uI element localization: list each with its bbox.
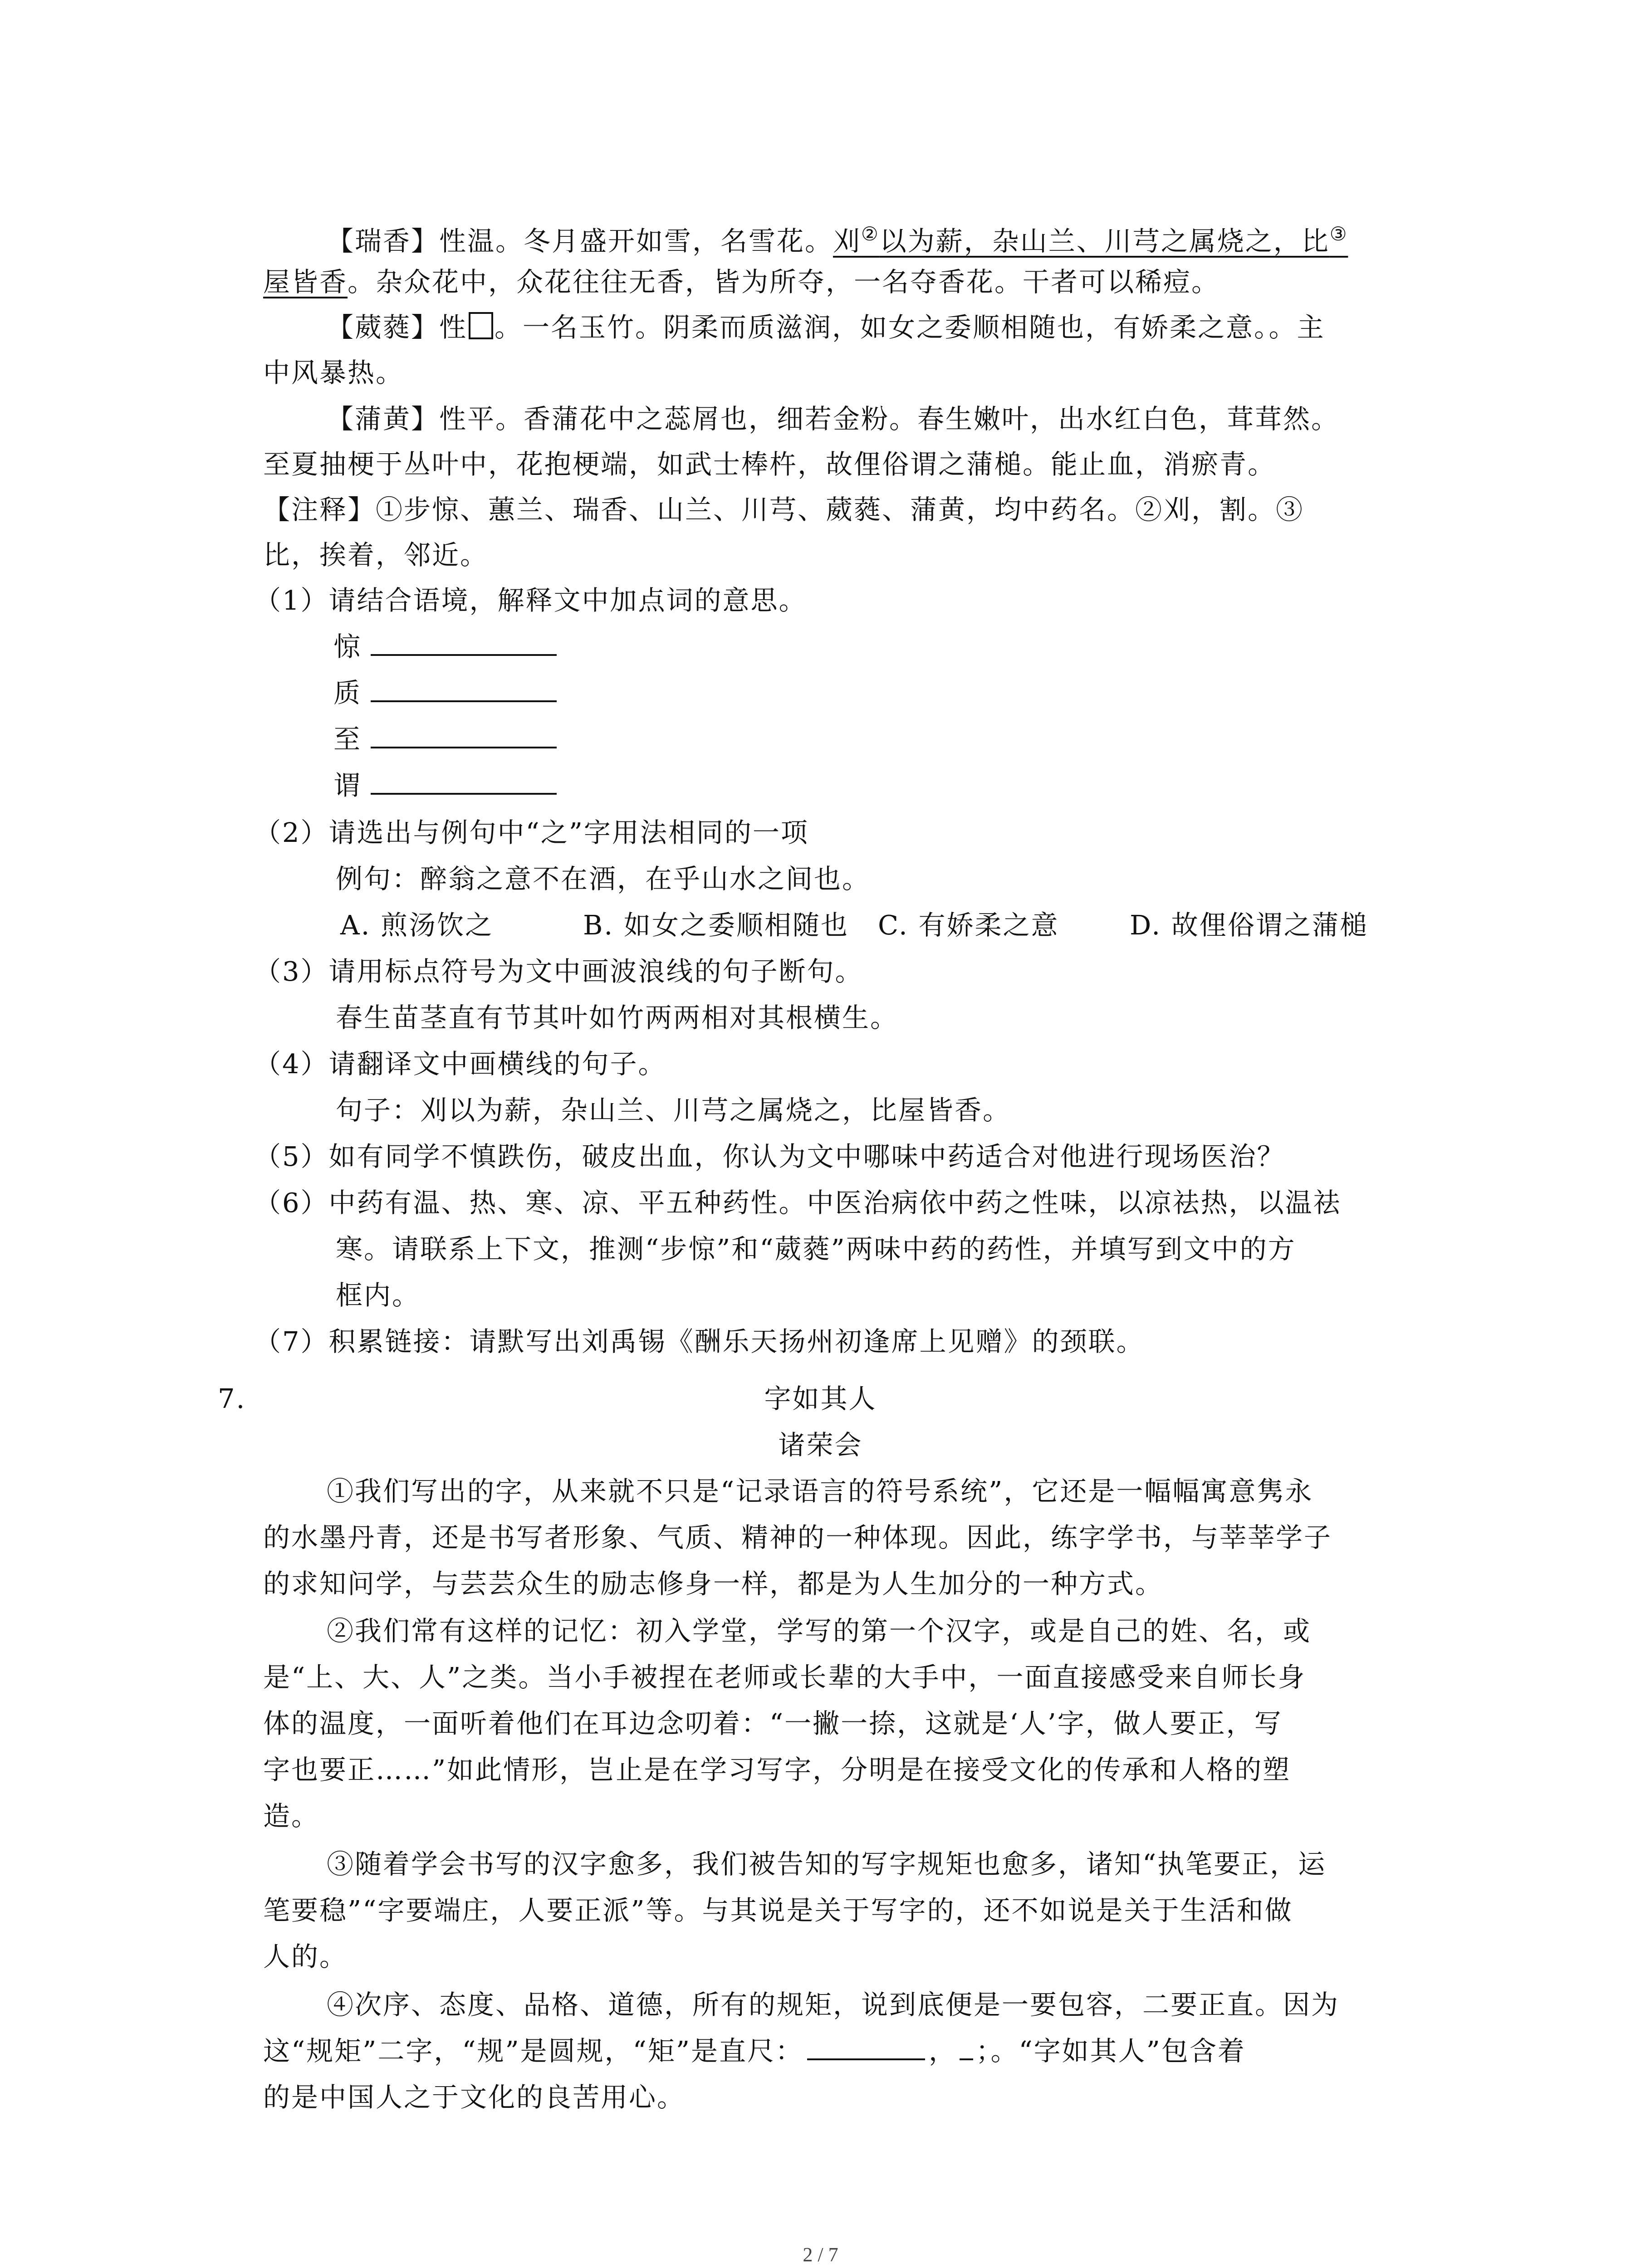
question-1: （1）请结合语境，解释文中加点词的意思。: [254, 585, 807, 616]
puhuang-line-1: 【蒲黄】性平。香蒲花中之蕊屑也，细若金粉。春生嫩叶，出水红白色，茸茸然。: [327, 403, 1340, 435]
passage-author: 诸荣会: [778, 1429, 863, 1461]
note-marker-3: ③: [1329, 223, 1348, 245]
question-4: （4）请翻译文中画横线的句子。: [254, 1048, 666, 1080]
paragraph-1-line-1: ①我们写出的字，从来就不只是“记录语言的符号系统”，它还是一幅幅寓意隽永: [327, 1476, 1313, 1507]
q4-sentence: 句子：刈以为薪，杂山兰、川芎之属烧之，比屋皆香。: [336, 1095, 1011, 1126]
weirui-line-2: 中风暴热。: [263, 357, 404, 388]
underlined-sentence-part-2: 屋皆香: [263, 266, 348, 298]
answer-box[interactable]: [469, 312, 493, 339]
q2-option-a[interactable]: A. 煎汤饮之: [340, 909, 494, 941]
q2-example: 例句：醉翁之意不在酒，在乎山水之间也。: [336, 863, 871, 894]
q3-sentence: 春生苗茎直有节其叶如竹两两相对其根横生。: [336, 1002, 899, 1033]
q2-option-b[interactable]: B. 如女之委顺相随也: [583, 909, 849, 941]
answer-blank[interactable]: [371, 654, 557, 656]
q1-word-2: 质: [333, 675, 557, 711]
paragraph-4-line-3: 的是中国人之于文化的良苦用心。: [263, 2082, 686, 2113]
question-6-line-3: 框内。: [336, 1280, 421, 1311]
paragraph-2-line-2: 是“上、大、人”之类。当小手被捏在老师或长辈的大手中，一面直接感受来自师长身: [263, 1662, 1306, 1693]
fill-in-blank-2[interactable]: [960, 2058, 973, 2060]
paragraph-2-line-3: 体的温度，一面听着他们在耳边念叨着：“一撇一捺，这就是‘人’字，做人要正，写: [263, 1708, 1283, 1739]
notes-line-2: 比，挨着，邻近。: [263, 539, 489, 571]
note-marker-2: ②: [861, 223, 880, 245]
ruixiang-line-1: [327, 216, 1348, 259]
paragraph-3-line-1: ③随着学会书写的汉字愈多，我们被告知的写字规矩也愈多，诸知“执笔要正，运: [327, 1848, 1327, 1880]
paragraph-3-line-3: 人的。: [263, 1941, 348, 1972]
paragraph-4-line-1: ④次序、态度、品格、道德，所有的规矩，说到底便是一要包容，二要正直。因为: [327, 1989, 1340, 2020]
question-6-line-2: 寒。请联系上下文，推测“步惊”和“葳蕤”两味中药的药性，并填写到文中的方: [336, 1233, 1296, 1265]
paragraph-4-line-2: 这“规矩”二字，“规”是圆规，“矩”是直尺： ， ；。“字如其人”包含着: [263, 2035, 1246, 2067]
paragraph-3-line-2: 笔要稳”“字要端庄，人要正派”等。与其说是关于写字的，还不如说是关于生活和做: [263, 1895, 1293, 1926]
answer-blank[interactable]: [371, 700, 557, 702]
question-number-7: 7.: [218, 1383, 246, 1414]
ruixiang-line-2: [263, 264, 1220, 300]
underlined-sentence-part-1: 刈②以为薪，杂山兰、川芎之属烧之，比③: [833, 223, 1348, 257]
paragraph-1-line-3: 的求知问学，与芸芸众生的励志修身一样，都是为人生加分的一种方式。: [263, 1568, 1164, 1599]
answer-blank[interactable]: [371, 747, 557, 748]
q2-option-d[interactable]: D. 故俚俗谓之蒲槌: [1130, 909, 1368, 941]
q1-word-4: 谓: [333, 767, 557, 804]
answer-blank[interactable]: [371, 793, 557, 795]
q1-word-3: 至: [333, 721, 557, 758]
paragraph-2-line-5: 造。: [263, 1800, 320, 1832]
ruixiang-text-2: 。杂众花中，众花往往无香，皆为所夺，一名夺香花。干者可以稀痘。: [348, 266, 1220, 298]
question-5: （5）如有同学不慎跌伤，破皮出血，你认为文中哪味中药适合对他进行现场医治？: [254, 1141, 1285, 1172]
passage-title: 字如其人: [764, 1383, 877, 1414]
question-7: （7）积累链接：请默写出刘禹锡《酬乐天扬州初逢席上见赠》的颈联。: [254, 1326, 1145, 1357]
question-6-line-1: （6）中药有温、热、寒、凉、平五种药性。中医治病依中药之性味，以凉祛热，以温祛: [254, 1187, 1342, 1218]
question-2: （2）请选出与例句中“之”字用法相同的一项: [254, 817, 809, 848]
q2-option-c[interactable]: C. 有娇柔之意: [878, 909, 1059, 941]
page-number: 2 / 7: [803, 2244, 838, 2266]
notes-line-1: 【注释】①步惊、蕙兰、瑞香、山兰、川芎、葳蕤、蒲黄，均中药名。②刈，割。③: [263, 494, 1304, 525]
ruixiang-text: 【瑞香】性温。冬月盛开如雪，名雪花。: [327, 225, 833, 257]
paragraph-2-line-4: 字也要正……”如此情形，岂止是在学习写字，分明是在接受文化的传承和人格的塑: [263, 1754, 1291, 1785]
weirui-line-1: 【葳蕤】性 。一名玉竹。阴柔而质滋润，如女之委顺相随也，有娇柔之意。。主: [327, 312, 1325, 343]
question-3: （3）请用标点符号为文中画波浪线的句子断句。: [254, 956, 863, 987]
q1-word-1: 惊: [333, 629, 557, 665]
puhuang-line-2: 至夏抽梗于丛叶中，花抱梗端，如武士棒杵，故俚俗谓之蒲槌。能止血，消瘀青。: [263, 449, 1276, 480]
paragraph-2-line-1: ②我们常有这样的记忆：初入学堂，学写的第一个汉字，或是自己的姓、名，或: [327, 1615, 1312, 1647]
paragraph-1-line-2: 的水墨丹青，还是书写者形象、气质、精神的一种体现。因此，练字学书，与莘莘学子: [263, 1522, 1332, 1553]
fill-in-blank-1[interactable]: [807, 2058, 925, 2060]
